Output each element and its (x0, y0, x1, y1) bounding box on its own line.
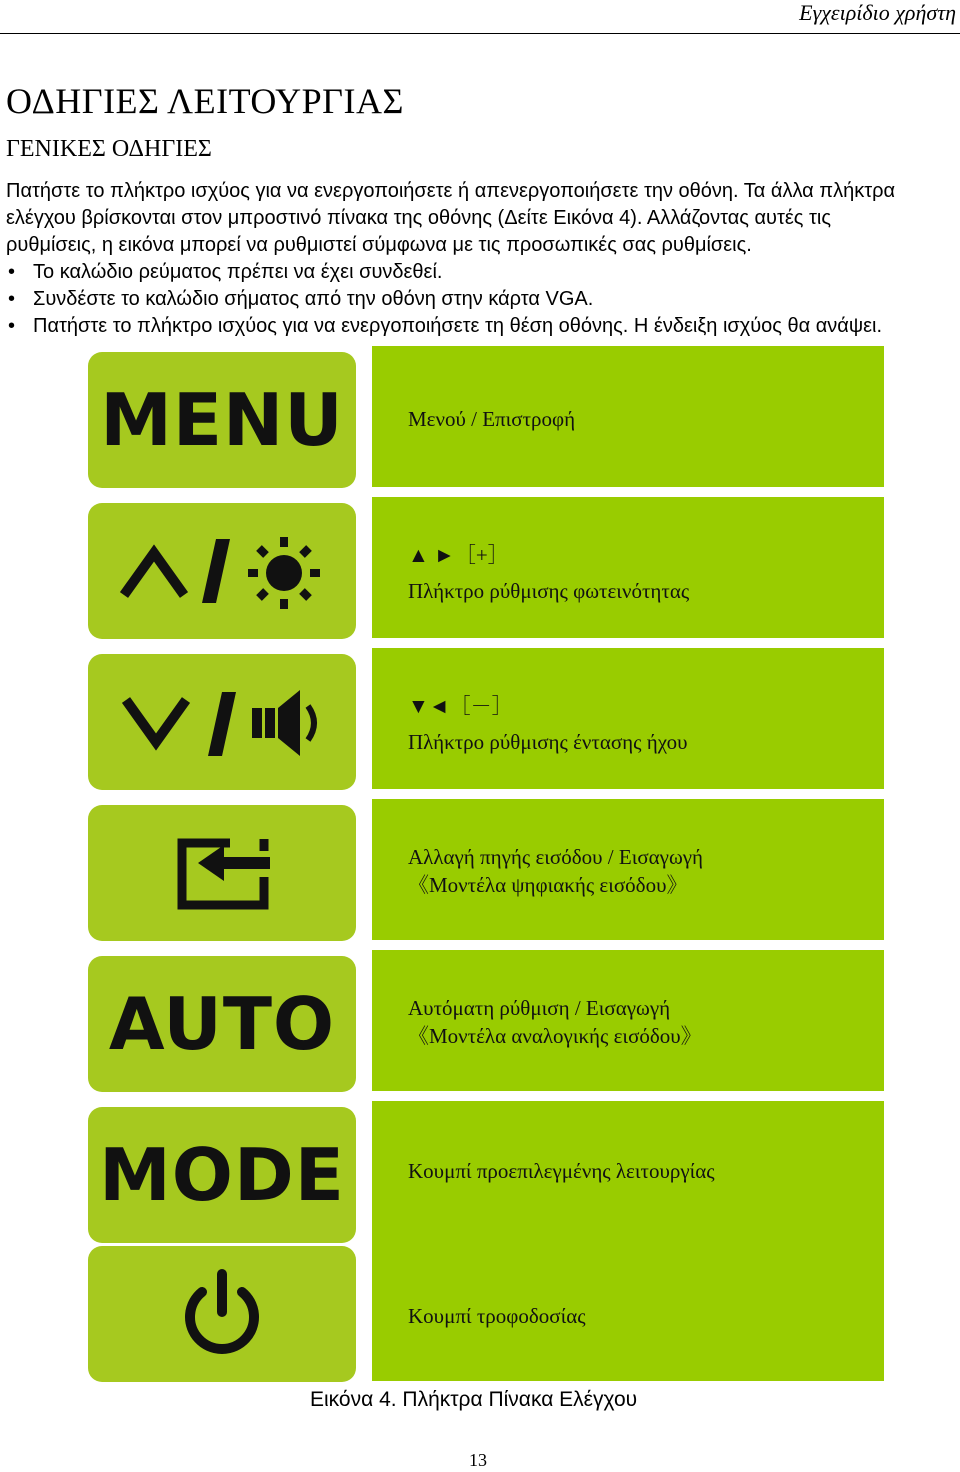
bullet-marker: • (8, 315, 16, 337)
list-item (6, 286, 882, 313)
volume-down-button[interactable] (88, 654, 356, 790)
menu-button[interactable] (88, 352, 356, 488)
control-description-menu (372, 346, 884, 487)
control-description-brightness (372, 497, 884, 638)
description-line: ▲ ►［+］ (408, 543, 509, 567)
description-line: Κουμπί τροφοδοσίας (408, 1304, 586, 1328)
list-item-text: Συνδέστε το καλώδιο σήματος από την οθόνη στην κάρτα VGA. (33, 288, 594, 310)
control-description-power (372, 1240, 884, 1381)
power-button[interactable] (88, 1246, 356, 1382)
description-line: ▼◄［－］ (408, 694, 513, 718)
intro-paragraph (6, 178, 956, 259)
paragraph-line: Πατήστε το πλήκτρο ισχύος για να ενεργοποιήσετε ή απενεργοποιήσετε την οθόνη. Τα άλλα πλήκτρα (6, 180, 896, 202)
input-source-icon (88, 805, 356, 941)
menu-button-label: MENU (100, 378, 344, 462)
description-line: Αυτόματη ρύθμιση / Εισαγωγή (408, 996, 671, 1020)
auto-button[interactable] (88, 956, 356, 1092)
power-icon (88, 1246, 356, 1382)
list-item-text: Πατήστε το πλήκτρο ισχύος για να ενεργοποιήσετε τη θέση οθόνης. Η ένδειξη ισχύος θα ανάψει. (33, 315, 883, 337)
down-volume-icon (88, 654, 356, 790)
bullet-marker: • (8, 288, 16, 310)
control-description-auto (372, 950, 884, 1091)
mode-button[interactable] (88, 1107, 356, 1243)
mode-button-label: MODE (99, 1133, 345, 1217)
control-description-input (372, 799, 884, 940)
description-line: 《Μοντέλα αναλογικής εισόδου》 (408, 1024, 702, 1048)
control-description-volume (372, 648, 884, 789)
header-title: Εγχειρίδιο χρήστη (799, 0, 956, 25)
list-item (6, 259, 882, 286)
instruction-list (6, 259, 882, 340)
description-line: Κουμπί προεπιλεγμένης λειτουργίας (408, 1159, 715, 1183)
description-line: Μενού / Επιστροφή (408, 407, 576, 431)
description-line: Αλλαγή πηγής εισόδου / Εισαγωγή (408, 845, 704, 869)
auto-button-label: AUTO (108, 982, 336, 1066)
description-line: Πλήκτρο ρύθμισης φωτεινότητας (408, 579, 690, 603)
description-line: Πλήκτρο ρύθμισης έντασης ήχου (408, 730, 688, 754)
paragraph-line: ελέγχου βρίσκονται στον μπροστινό πίνακα της οθόνης (Δείτε Εικόνα 4). Αλλάζοντας αυτές τις (6, 207, 831, 229)
header-rule (0, 33, 960, 34)
page-number: 13 (469, 1450, 487, 1470)
bullet-marker: • (8, 261, 16, 283)
input-source-button[interactable] (88, 805, 356, 941)
section-subtitle: ΓΕΝΙΚΕΣ ΟΔΗΓΙΕΣ (6, 136, 212, 162)
section-title: ΟΔΗΓΙΕΣ ΛΕΙΤΟΥΡΓΙΑΣ (6, 81, 404, 121)
up-brightness-icon (88, 503, 356, 639)
paragraph-line: ρυθμίσεις, η εικόνα μπορεί να ρυθμιστεί σύμφωνα με τις προσωπικές σας ρυθμίσεις. (6, 234, 752, 256)
description-line: 《Μοντέλα ψηφιακής εισόδου》 (408, 873, 688, 897)
figure-caption: Εικόνα 4. Πλήκτρα Πίνακα Ελέγχου (310, 1388, 638, 1411)
control-description-mode (372, 1101, 884, 1242)
list-item (6, 313, 882, 340)
brightness-up-button[interactable] (88, 503, 356, 639)
list-item-text: Το καλώδιο ρεύματος πρέπει να έχει συνδεθεί. (33, 261, 443, 283)
